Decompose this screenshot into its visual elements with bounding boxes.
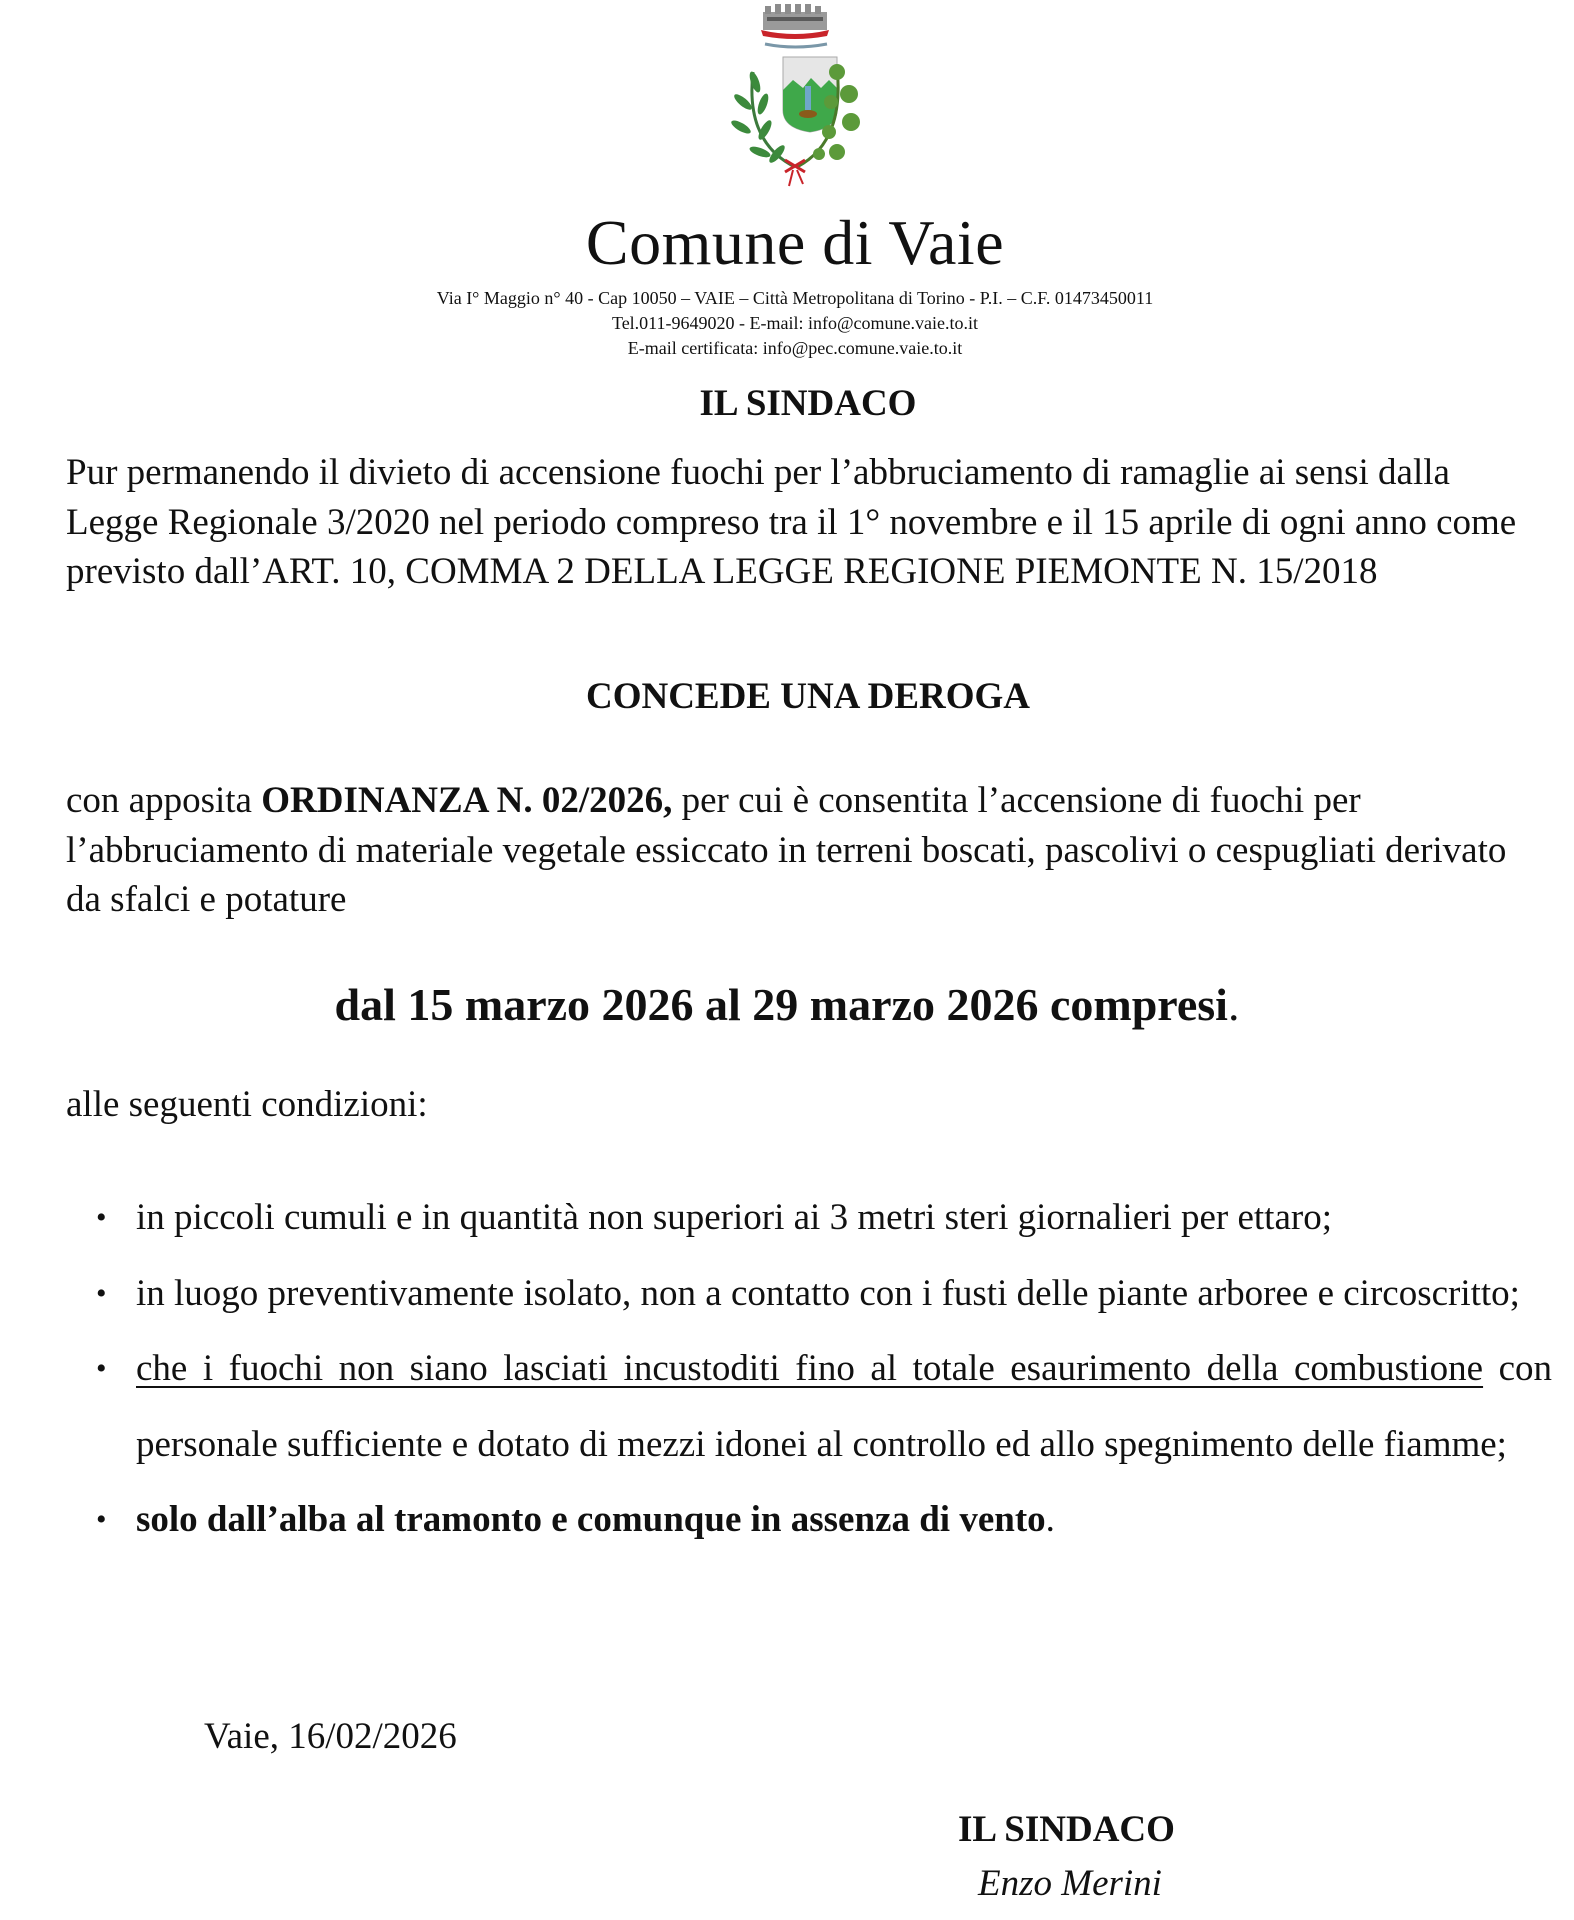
condition-text: con personale sufficiente e dotato di mezzi idonei al controllo ed allo spegnimento delle fiamme; [136, 1348, 1552, 1465]
ordinance-paragraph [66, 776, 1526, 925]
period-end: . [1227, 979, 1240, 1030]
condition-item [66, 1482, 1552, 1558]
period-dates: dal 15 marzo 2026 al 29 marzo 2026 compresi [334, 979, 1228, 1030]
intro-paragraph: Pur permanendo il divieto di accensione fuochi per l’abbruciamento di ramaglie ai sensi dalla Legge Regionale 3/2020 nel periodo compreso tra il 1° novembre e il 15 aprile di ogni anno come previsto dall’ART. 10, COMMA 2 DELLA LEGGE REGIONE PIEMONTE N. 15/2018 [66, 452, 1517, 592]
address-line: Via I° Maggio n° 40 - Cap 10050 – VAIE – Città Metropolitana di Torino - P.I. – C.F. 01473450011 [436, 288, 1154, 308]
municipality-title: Comune di Vaie [585, 207, 1005, 278]
period-statement [0, 978, 1574, 1031]
bullet-icon: • [96, 1276, 107, 1310]
contact-line: Tel.011-9649020 - E-mail: info@comune.vaie.to.it [611, 313, 979, 333]
signature-name: Enzo Merini [978, 1863, 1162, 1904]
pec-email-line: E-mail certificata: info@pec.comune.vaie.to.it [627, 338, 963, 358]
condition-item [66, 1331, 1552, 1482]
condition-text: in piccoli cumuli e in quantità non superiori ai 3 metri steri giornalieri per ettaro; [136, 1197, 1332, 1238]
place-date: Vaie, 16/02/2026 [204, 1716, 457, 1757]
signature-title: IL SINDACO [958, 1809, 1175, 1850]
crown-icon [761, 4, 829, 39]
condition-bold-text: solo dall’alba al tramonto e comunque in assenza di vento [136, 1499, 1046, 1540]
heading-sindaco: IL SINDACO [699, 383, 917, 424]
condition-underlined-text: che i fuochi non siano lasciati incustoditi fino al totale esaurimento della combustione [136, 1348, 1484, 1389]
condition-text: . [1045, 1499, 1055, 1540]
conditions-intro: alle seguenti condizioni: [66, 1084, 428, 1125]
ordinance-number: ORDINANZA N. 02/2026, [261, 780, 673, 821]
ordinance-prefix: con apposita [66, 780, 262, 821]
condition-item [66, 1256, 1552, 1332]
bullet-icon: • [96, 1503, 107, 1536]
heading-deroga: CONCEDE UNA DEROGA [585, 676, 1031, 717]
condition-item [66, 1180, 1552, 1256]
condition-text: in luogo preventivamente isolato, non a contatto con i fusti delle piante arboree e circoscritto; [136, 1272, 1520, 1314]
ordinance-suffix: per cui è consentita l’accensione di fuochi per l’abbruciamento di materiale vegetale essiccato in terreni boscati, pascolivi o cespugliati derivato da sfalci e potature [66, 780, 1507, 920]
municipal-coat-of-arms-icon [715, 2, 875, 188]
conditions-list [66, 1180, 1552, 1558]
bullet-icon: • [96, 1352, 107, 1385]
bullet-icon: • [96, 1201, 107, 1234]
